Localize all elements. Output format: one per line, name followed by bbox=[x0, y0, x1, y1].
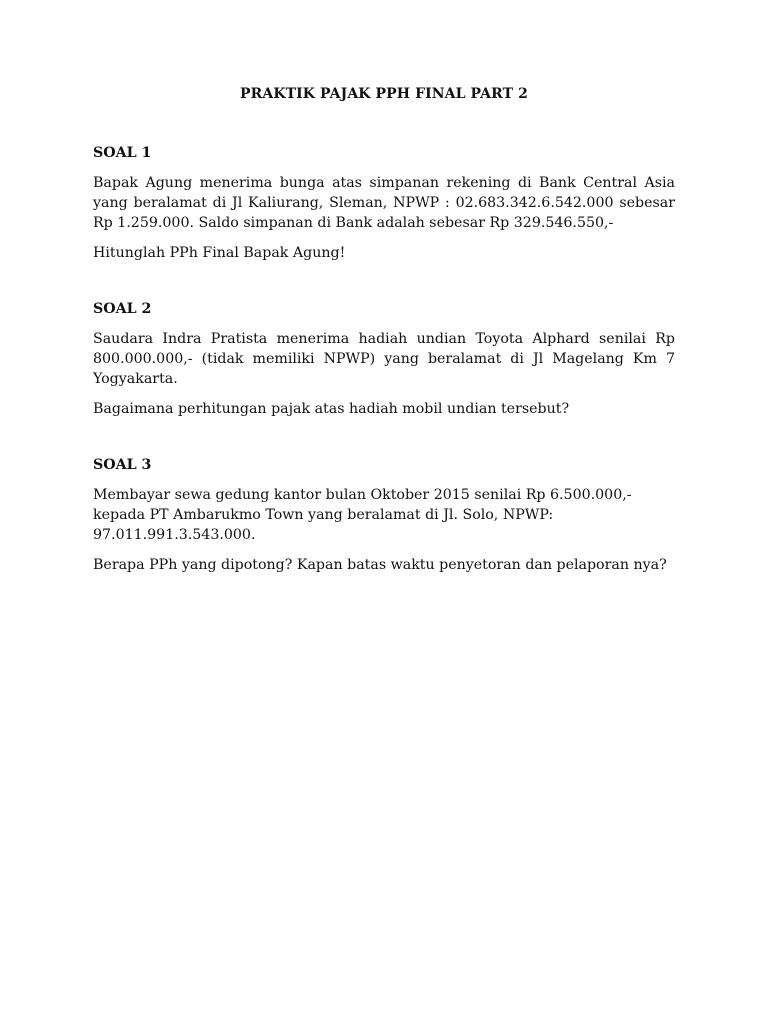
document-title: PRAKTIK PAJAK PPH FINAL PART 2 bbox=[240, 86, 528, 102]
question-paragraph: Saudara Indra Pratista menerima hadiah undian Toyota Alphard senilai Rp 800.000.000,- (tidak memiliki NPWP) yang beralamat di Jl Magelang Km 7 Yogyakarta. bbox=[93, 331, 675, 387]
question-section-1 bbox=[93, 143, 675, 263]
question-section-3 bbox=[93, 455, 675, 575]
question-heading: SOAL 2 bbox=[93, 301, 152, 317]
question-paragraph: Hitunglah PPh Final Bapak Agung! bbox=[93, 245, 346, 261]
question-section-2 bbox=[93, 299, 675, 419]
question-paragraph: Membayar sewa gedung kantor bulan Oktober 2015 senilai Rp 6.500.000,- kepada PT Ambarukmo Town yang beralamat di Jl. Solo, NPWP: 97.011.991.3.543.000. bbox=[93, 487, 632, 543]
question-heading: SOAL 3 bbox=[93, 457, 152, 473]
question-paragraph: Berapa PPh yang dipotong? Kapan batas waktu penyetoran dan pelaporan nya? bbox=[93, 557, 667, 573]
question-paragraph: Bagaimana perhitungan pajak atas hadiah mobil undian tersebut? bbox=[93, 401, 570, 417]
document-body bbox=[93, 143, 675, 611]
question-paragraph: Bapak Agung menerima bunga atas simpanan rekening di Bank Central Asia yang beralamat di Jl Kaliurang, Sleman, NPWP : 02.683.342.6.542.000 sebesar Rp 1.259.000. Saldo simpanan di Bank adalah sebesar Rp 329.546.550,- bbox=[93, 175, 675, 231]
question-heading: SOAL 1 bbox=[93, 145, 152, 161]
